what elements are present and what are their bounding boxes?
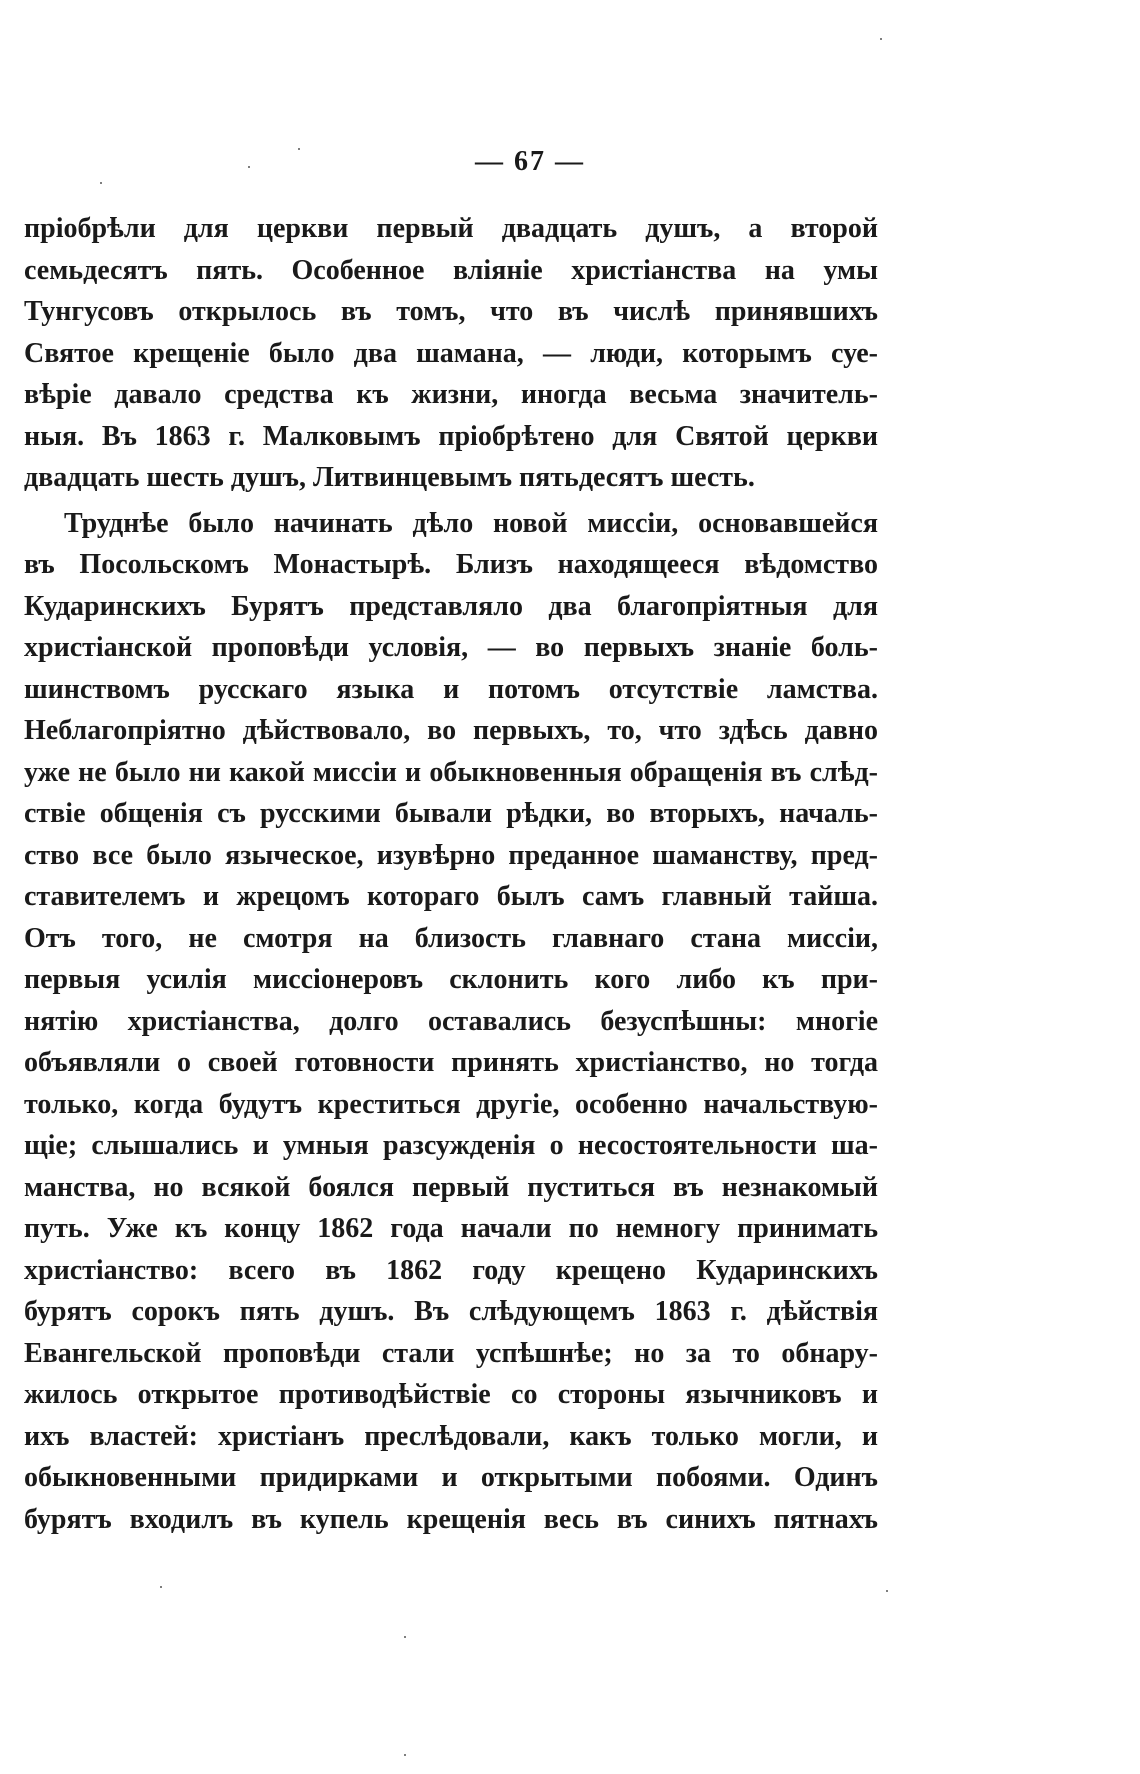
scan-speck: [886, 1590, 888, 1592]
text-line: бурятъ входилъ въ купель крещенія весь въ синихъ пятнахъ: [24, 1503, 878, 1535]
text-line: Кударинскихъ Бурятъ представляло два благопріятныя для: [24, 590, 878, 622]
scan-speck: [248, 166, 250, 168]
text-line: Тунгусовъ открылось въ томъ, что въ числѣ принявшихъ: [24, 296, 878, 327]
text-line: пріобрѣли для церкви первый двадцать душъ, а второй: [24, 213, 878, 244]
text-line: ихъ властей: христіанъ преслѣдовали, какъ только могли, и: [24, 1420, 878, 1452]
text-line: двадцать шесть душъ, Литвинцевымъ пятьдесятъ шесть.: [24, 462, 755, 493]
text-line: обыкновенными придирками и открытыми побоями. Одинъ: [24, 1462, 878, 1493]
text-line: христіанской проповѣди условія, — во первыхъ знаніе боль-: [24, 632, 878, 663]
text-line: уже не было ни какой миссіи и обыкновенныя обращенія въ слѣд-: [24, 756, 878, 788]
text-line: ставителемъ и жрецомъ котораго былъ самъ главный тайша.: [24, 881, 878, 912]
text-line: шинствомъ русскаго языка и потомъ отсутствіе ламства.: [24, 673, 878, 705]
text-line: первыя усилія миссіонеровъ склонить кого либо къ при-: [24, 964, 878, 995]
text-line: объявляли о своей готовности принять христіанство, но тогда: [24, 1047, 878, 1078]
text-line: семьдесятъ пять. Особенное вліяніе христіанства на умы: [24, 254, 878, 286]
text-line: Отъ того, не смотря на близость главнаго стана миссіи,: [24, 922, 878, 954]
scan-speck: [100, 182, 102, 184]
text-line: ныя. Въ 1863 г. Малковымъ пріобрѣтено для Святой церкви: [24, 420, 878, 452]
page-number: — 67 —: [475, 146, 585, 177]
text-line: Святое крещеніе было два шамана, — люди, которымъ суе-: [24, 337, 878, 369]
text-line: ство все было языческое, изувѣрно преданное шаманству, пред-: [24, 839, 878, 871]
scan-speck: [404, 1636, 406, 1638]
text-line: бурятъ сорокъ пять душъ. Въ слѣдующемъ 1863 г. дѣйствія: [24, 1296, 878, 1327]
scan-speck: [298, 148, 300, 150]
text-line: христіанство: всего въ 1862 году крещено Кударинскихъ: [24, 1254, 878, 1286]
scan-speck: [160, 1586, 162, 1588]
text-line: манства, но всякой боялся первый пуститься въ незнакомый: [24, 1171, 878, 1203]
text-line: щіе; слышались и умныя разсужденія о несостоятельности ша-: [24, 1130, 878, 1161]
text-line: Неблагопріятно дѣйствовало, во первыхъ, то, что здѣсь давно: [24, 715, 878, 746]
text-line: въ Посольскомъ Монастырѣ. Близъ находящееся вѣдомство: [24, 549, 878, 580]
text-line: жилось открытое противодѣйствіе со стороны язычниковъ и: [24, 1379, 878, 1410]
body-text: [24, 208, 878, 1540]
text-line: Труднѣе было начинать дѣло новой миссіи, основавшейся: [64, 507, 878, 539]
paragraph-1: [24, 208, 878, 499]
scan-speck: [880, 38, 882, 40]
text-line: путь. Уже къ концу 1862 года начали по немногу принимать: [24, 1213, 878, 1244]
text-line: ствіе общенія съ русскими бывали рѣдки, во вторыхъ, началь-: [24, 798, 878, 829]
text-line: нятію христіанства, долго оставались безуспѣшны: многіе: [24, 1005, 878, 1037]
text-line: только, когда будутъ креститься другіе, особенно начальствую-: [24, 1088, 878, 1120]
scan-speck: [404, 1754, 406, 1756]
paragraph-2: [24, 503, 878, 1541]
text-line: вѣріе давало средства къ жизни, иногда весьма значитель-: [24, 379, 878, 410]
text-line: Евангельской проповѣди стали успѣшнѣе; но за то обнару-: [24, 1337, 878, 1369]
